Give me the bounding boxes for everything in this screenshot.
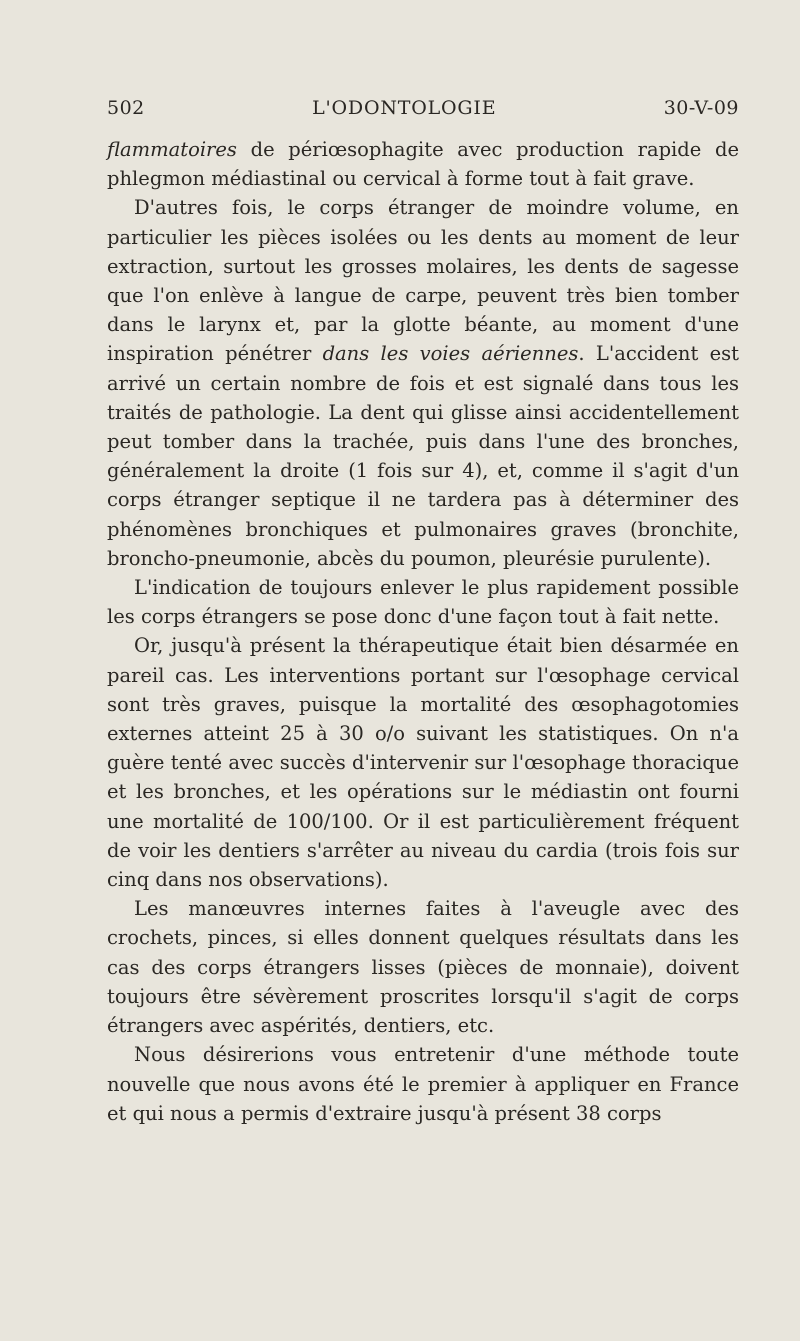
- paragraph-text: D'autres fois, le corps étranger de moindre volume, en particulier les pièces isolées ou les dents au moment de leur extraction, surtout les grosses molaires, les dents de sagesse que l'on enlève à langue de carpe, peuvent très bien tomber dans le larynx et, par la glotte béante, au moment d'une inspiration pénétrer: [107, 196, 739, 366]
- paragraph: [107, 193, 739, 573]
- book-page: [107, 97, 739, 1128]
- paragraph: Les manœuvres internes faites à l'aveugle avec des crochets, pinces, si elles donnent quelques résultats dans les cas des corps étrangers lisses (pièces de monnaie), doivent toujours être sévèrement proscrites lorsqu'il s'agit de corps étrangers avec aspérités, dentiers, etc.: [107, 897, 739, 1038]
- running-head: [107, 97, 739, 131]
- journal-title: L'ODONTOLOGIE: [312, 97, 497, 119]
- paragraph-continuation: [107, 135, 739, 193]
- body-text: [107, 135, 739, 1128]
- paragraph-text: . L'accident est arrivé un certain nombre de fois et est signalé dans tous les traités de pathologie. La dent qui glisse ainsi accidentellement peut tomber dans la trachée, puis dans l'une des bronches, généralement la droite (1 fois sur 4), et, comme il s'agit d'un corps étranger septique il ne tardera pas à déterminer des phénomènes bronchiques et pulmonaires graves (bronchite, broncho-pneumonie, abcès du poumon, pleurésie purulente).: [107, 342, 739, 570]
- paragraph-text: de périœsophagite avec production rapide de phlegmon médiastinal ou cervical à forme tout à fait grave.: [107, 138, 739, 191]
- paragraph: Or, jusqu'à présent la thérapeutique était bien désarmée en pareil cas. Les interventions portant sur l'œsophage cervical sont très graves, puisque la mortalité des œsophagotomies externes atteint 25 à 30 o/o suivant les statistiques. On n'a guère tenté avec succès d'intervenir sur l'œsophage thoracique et les bronches, et les opérations sur le médiastin ont fourni une mortalité de 100/100. Or il est particulièrement fréquent de voir les dentiers s'arrêter au niveau du cardia (trois fois sur cinq dans nos observations).: [107, 634, 739, 892]
- paragraph: Nous désirerions vous entretenir d'une méthode toute nouvelle que nous avons été le premier à appliquer en France et qui nous a permis d'extraire jusqu'à présent 38 corps: [107, 1043, 739, 1125]
- page-number: 502: [107, 97, 145, 119]
- issue-date: 30-V-09: [663, 97, 739, 119]
- paragraph: L'indication de toujours enlever le plus rapidement possible les corps étrangers se pose donc d'une façon tout à fait nette.: [107, 576, 739, 629]
- italic-phrase: dans les voies aériennes: [322, 342, 579, 366]
- italic-word: flammatoires: [107, 138, 237, 161]
